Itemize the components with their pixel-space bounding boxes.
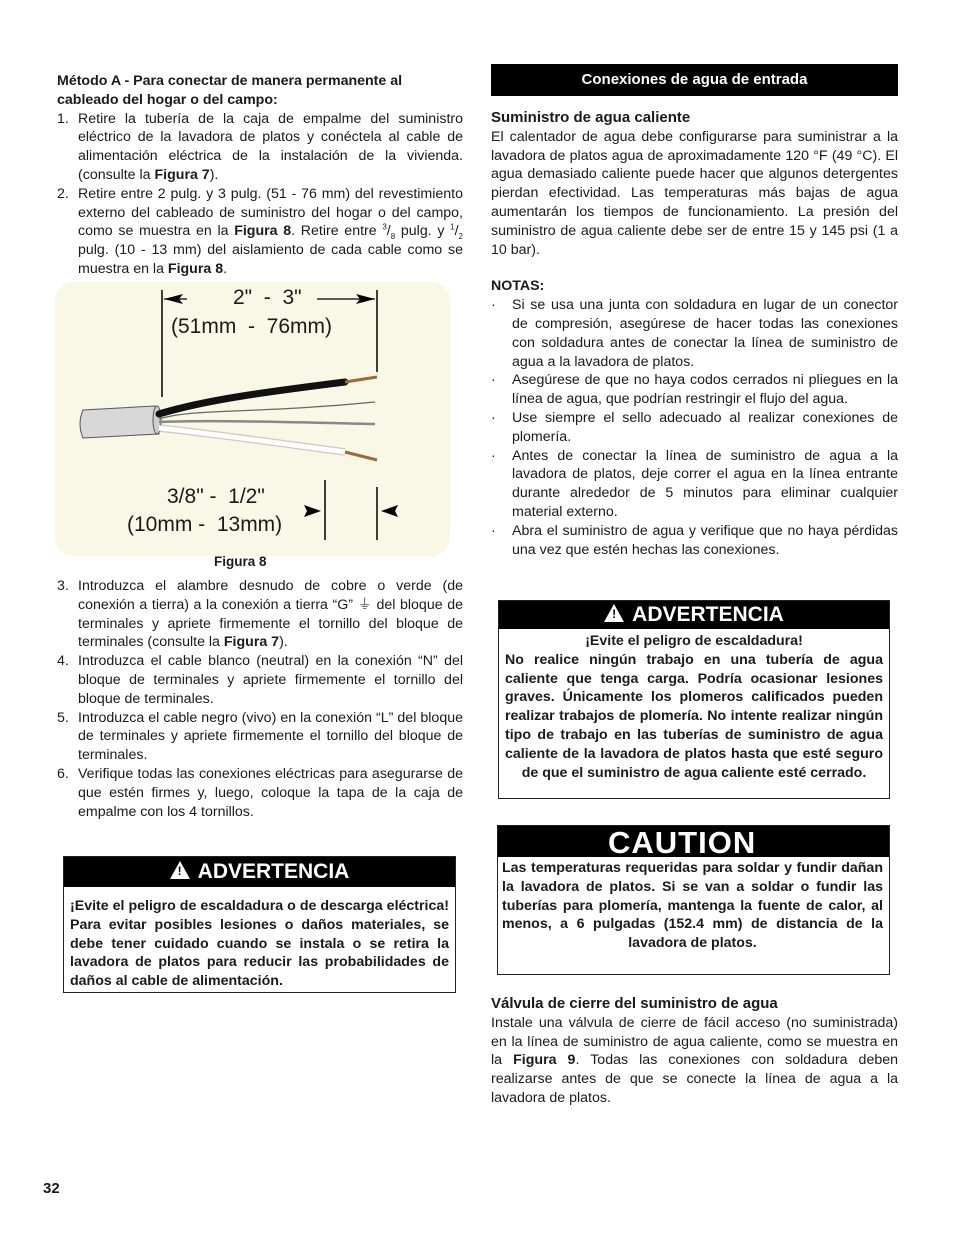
caution-box [497,825,890,975]
top-dimension-mm-label: (51mm - 76mm) [171,315,333,338]
list-item: · Antes de conectar la línea de suministro de agua a la lavadora de platos, deje correr el agua en la línea entrante durante alrededor de 5 minutos para eliminar cualquier material externo. [491,447,898,520]
steps-list-2 [57,577,463,821]
hot-water-title: Suministro de agua caliente [491,109,691,126]
valve-body: Instale una válvula de cierre de fácil acceso (no suministrada) en la línea de suministro de agua caliente, como se muestra en la Figura 9. Todas las conexiones con soldadura deben realizarse antes de que se conecte la línea de agua a la lavadora de platos. [491,1014,899,1106]
warning-body: ¡Evite el peligro de escaldadura o de descarga eléctrica! Para evitar posibles lesiones o daños materiales, se debe tener cuidado cuando se instala o se retira la lavadora de platos para reducir las probabilidades de daños al cable de alimentación. [70,898,449,990]
valve-section [491,995,898,1108]
figure-reference: Figura 7 [154,166,210,183]
caution-header: CAUTION [498,826,889,857]
steps-list-2-wrap [57,577,463,821]
warning-triangle-icon [170,861,190,879]
list-item: · Use siempre el sello adecuado al realizar conexiones de plomería. [491,409,898,445]
warning-body: ¡Evite el peligro de escaldadura! No realice ningún trabajo en una tubería de agua caliente que tenga carga. Podría ocasionar lesiones graves. Únicamente los plomeros calificados pueden realizar trabajos de plomería. No intente realizar ningún tipo de trabajo en las tuberías de suministro de agua caliente de la lavadora de platos hasta que esté seguro de que el suministro de agua caliente esté cerrado. [505,633,883,781]
warning-triangle-icon [604,604,624,622]
figure-reference: Figura 8 [167,260,224,277]
method-title: Método A - Para conectar de manera permanente al cableado del hogar o del campo: [57,73,403,108]
steps-list-1 [57,110,463,279]
warning-box-scald [498,600,890,799]
warning-header: !ADVERTENCIA [64,857,455,887]
list-item: · Si se usa una junta con soldadura en lugar de un conector de compresión, asegúrese de hacer todas las conexiones con soldadura antes de conectar la línea de suministro de agua a la lavadora de platos. [491,297,898,370]
figure-8 [55,282,450,556]
list-item: 4. Introduzca el cable blanco (neutral) en la conexión “N” del bloque de terminales y apriete firmemente el tornillo del bloque de terminales. [57,653,463,707]
list-item: 5. Introduzca el cable negro (vivo) en la conexión “L” del bloque de terminales y apriete firmemente el tornillo del bloque de terminales. [57,709,463,764]
list-item: 3. Introduzca el alambre desnudo de cobre o verde (de conexión a tierra) a la conexión a tierra “G” ⏚ del bloque de terminales y apriete firmemente el tornillo del bloque de terminales (consulte la Figura 7). [57,578,463,651]
bottom-dimension-mm-label: (10mm - 13mm) [127,513,283,536]
warning-lead: ¡Evite el peligro de escaldadura! [585,633,803,649]
warning-box-electric [63,856,456,993]
figure-reference: Figura 7 [223,634,280,651]
list-item: 6. Verifique todas las conexiones eléctricas para asegurarse de que estén firmes y, luego, coloque la tapa de la caja de empalme con los 4 tornillos. [57,765,463,820]
bottom-dimension-label: 3/8" - 1/2" [167,485,265,508]
notes-list [491,296,898,559]
right-column [491,109,898,559]
list-item: · Asegúrese de que no haya codos cerrados ni pliegues en la línea de agua, que podrían restringir el flujo del agua. [491,372,898,408]
figure-reference: Figura 9 [513,1052,576,1069]
list-item: · Abra el suministro de agua y verifique que no haya pérdidas una vez que estén hechas las conexiones. [491,522,898,558]
caution-body: Las temperaturas requeridas para soldar y fundir dañan la lavadora de platos. Si se van a soldar o fundir las tuberías para plomería, mantenga la fuente de calor, al menos, a 6 pulgadas (152.4 mm) de distancia de la lavadora de platos. [502,860,883,952]
warning-header: !ADVERTENCIA [499,601,889,629]
hot-water-body: El calentador de agua debe configurarse para suministrar a la lavadora de platos agua de aproximadamente 120 °F (49 °C). El agua demasiado caliente puede hacer que algunos detergentes pierdan efectividad. Las temperaturas más bajas de agua aumentarán los tiempos de funcionamiento. La presión del suministro de agua caliente debe ser de entre 15 y 145 psi (1 a 10 bar). [491,128,898,258]
left-column [57,72,463,279]
section-header: Conexiones de agua de entrada [491,64,898,96]
ground-symbol-icon: ⏚ [357,596,372,613]
page-number: 32 [43,1180,60,1197]
top-dimension-label: 2" - 3" [233,286,302,309]
notes-title: NOTAS: [491,278,545,295]
figure-caption: Figura 8 [214,554,267,569]
list-item: 2. Retire entre 2 pulg. y 3 pulg. (51 - 76 mm) del revestimiento externo del cableado de suministro del hogar o del campo, como se muestra en la Figura 8. Retire entre $^3/_8$ pulg. y $^1/_2$ pulg. (10 - 13 mm) del aislamiento de cada cable como se muestra en la Figura 8. [57,185,463,277]
valve-title: Válvula de cierre del suministro de agua [491,995,778,1012]
figure-reference: Figura 8 [234,223,292,240]
list-item: 1. Retire la tubería de la caja de empalme del suministro eléctrico de la lavadora de platos y conéctela al cable de alimentación eléctrica de la instalación de la vivienda. (consulte la Figura 7). [57,110,463,183]
